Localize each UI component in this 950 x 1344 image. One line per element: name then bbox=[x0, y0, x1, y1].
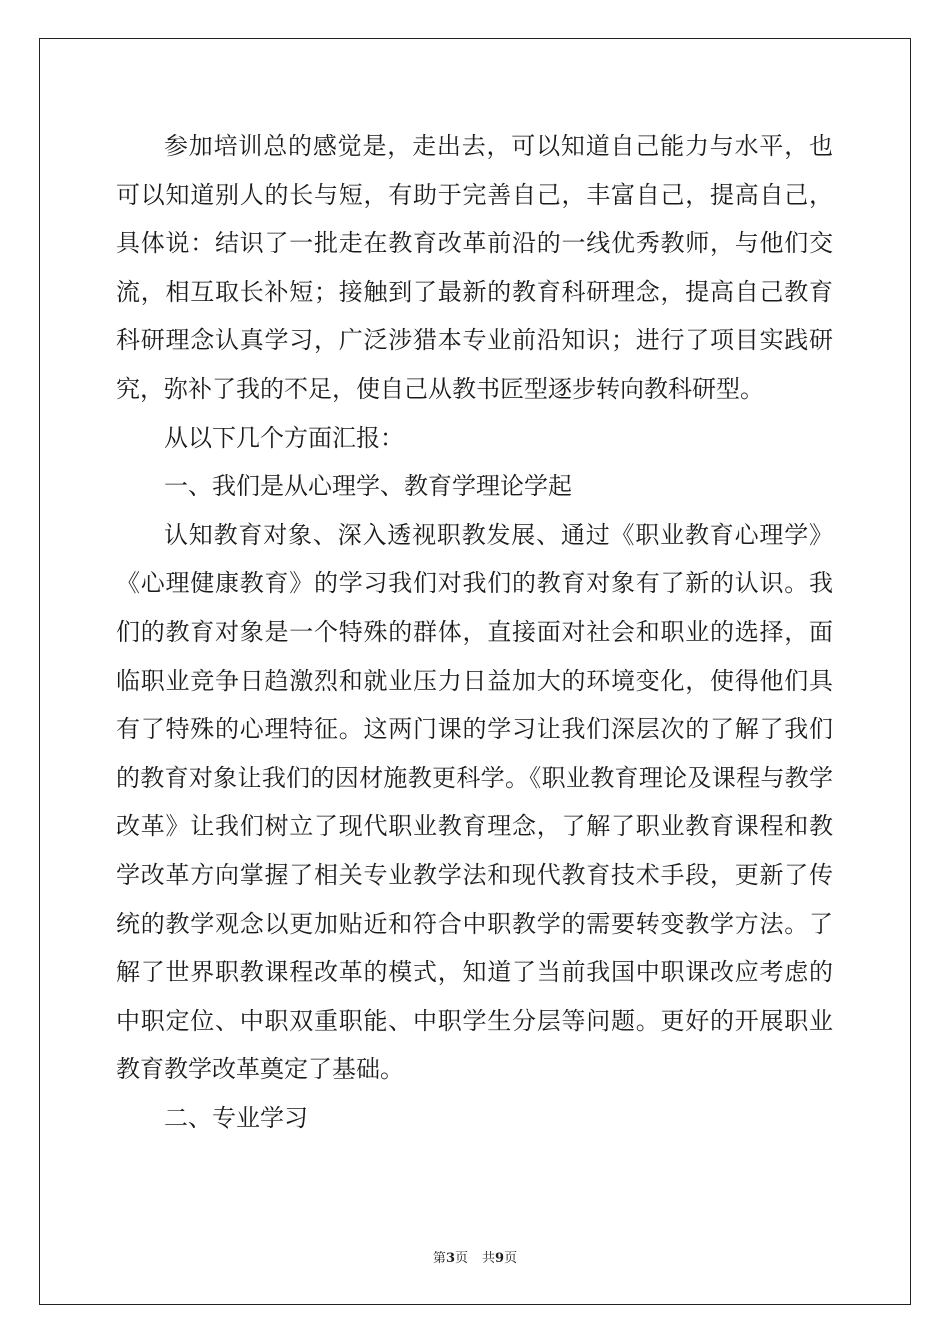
footer-total-suffix: 页 bbox=[504, 1251, 518, 1266]
footer-page-prefix: 第 bbox=[432, 1251, 446, 1266]
paragraph-summary: 参加培训总的感觉是，走出去，可以知道自己能力与水平，也可以知道别人的长与短，有助于完善自己，丰富自己，提高自己，具体说：结识了一批走在教育改革前沿的一线优秀教师，与他们交流，相互取长补短；接触到了最新的教育科研理念，提高自己教育科研理念认真学习，广泛涉猎本专业前沿知识；进行了项目实践研究，弥补了我的不足，使自己从教书匠型逐步转向教科研型。 bbox=[116, 132, 833, 403]
footer-page-number: 3 bbox=[445, 1251, 455, 1266]
footer-total-prefix: 共 bbox=[482, 1251, 496, 1266]
footer-total-pages: 9 bbox=[495, 1251, 505, 1266]
document-body bbox=[116, 122, 833, 1142]
page-footer bbox=[0, 1247, 950, 1266]
footer-page-suffix: 页 bbox=[454, 1251, 468, 1266]
paragraph-report-intro: 从以下几个方面汇报： bbox=[164, 423, 404, 452]
heading-section-two: 二、专业学习 bbox=[164, 1103, 308, 1132]
paragraph-section-one: 认知教育对象、深入透视职教发展、通过《职业教育心理学》《心理健康教育》的学习我们对我们的教育对象有了新的认识。我们的教育对象是一个特殊的群体，直接面对社会和职业的选择，面临职业竞争日趋激烈和就业压力日益加大的环境变化，使得他们具有了特殊的心理特征。这两门课的学习让我们深层次的了解了我们的教育对象让我们的因材施教更科学。《职业教育理论及课程与教学改革》让我们树立了现代职业教育理念，了解了职业教育课程和教学改革方向掌握了相关专业教学法和现代教育技术手段，更新了传统的教学观念以更加贴近和符合中职教学的需要转变教学方法。了解了世界职教课程改革的模式，知道了当前我国中职课改应考虑的中职定位、中职双重职能、中职学生分层等问题。更好的开展职业教育教学改革奠定了基础。 bbox=[116, 520, 833, 1084]
heading-section-one: 一、我们是从心理学、教育学理论学起 bbox=[164, 472, 572, 501]
